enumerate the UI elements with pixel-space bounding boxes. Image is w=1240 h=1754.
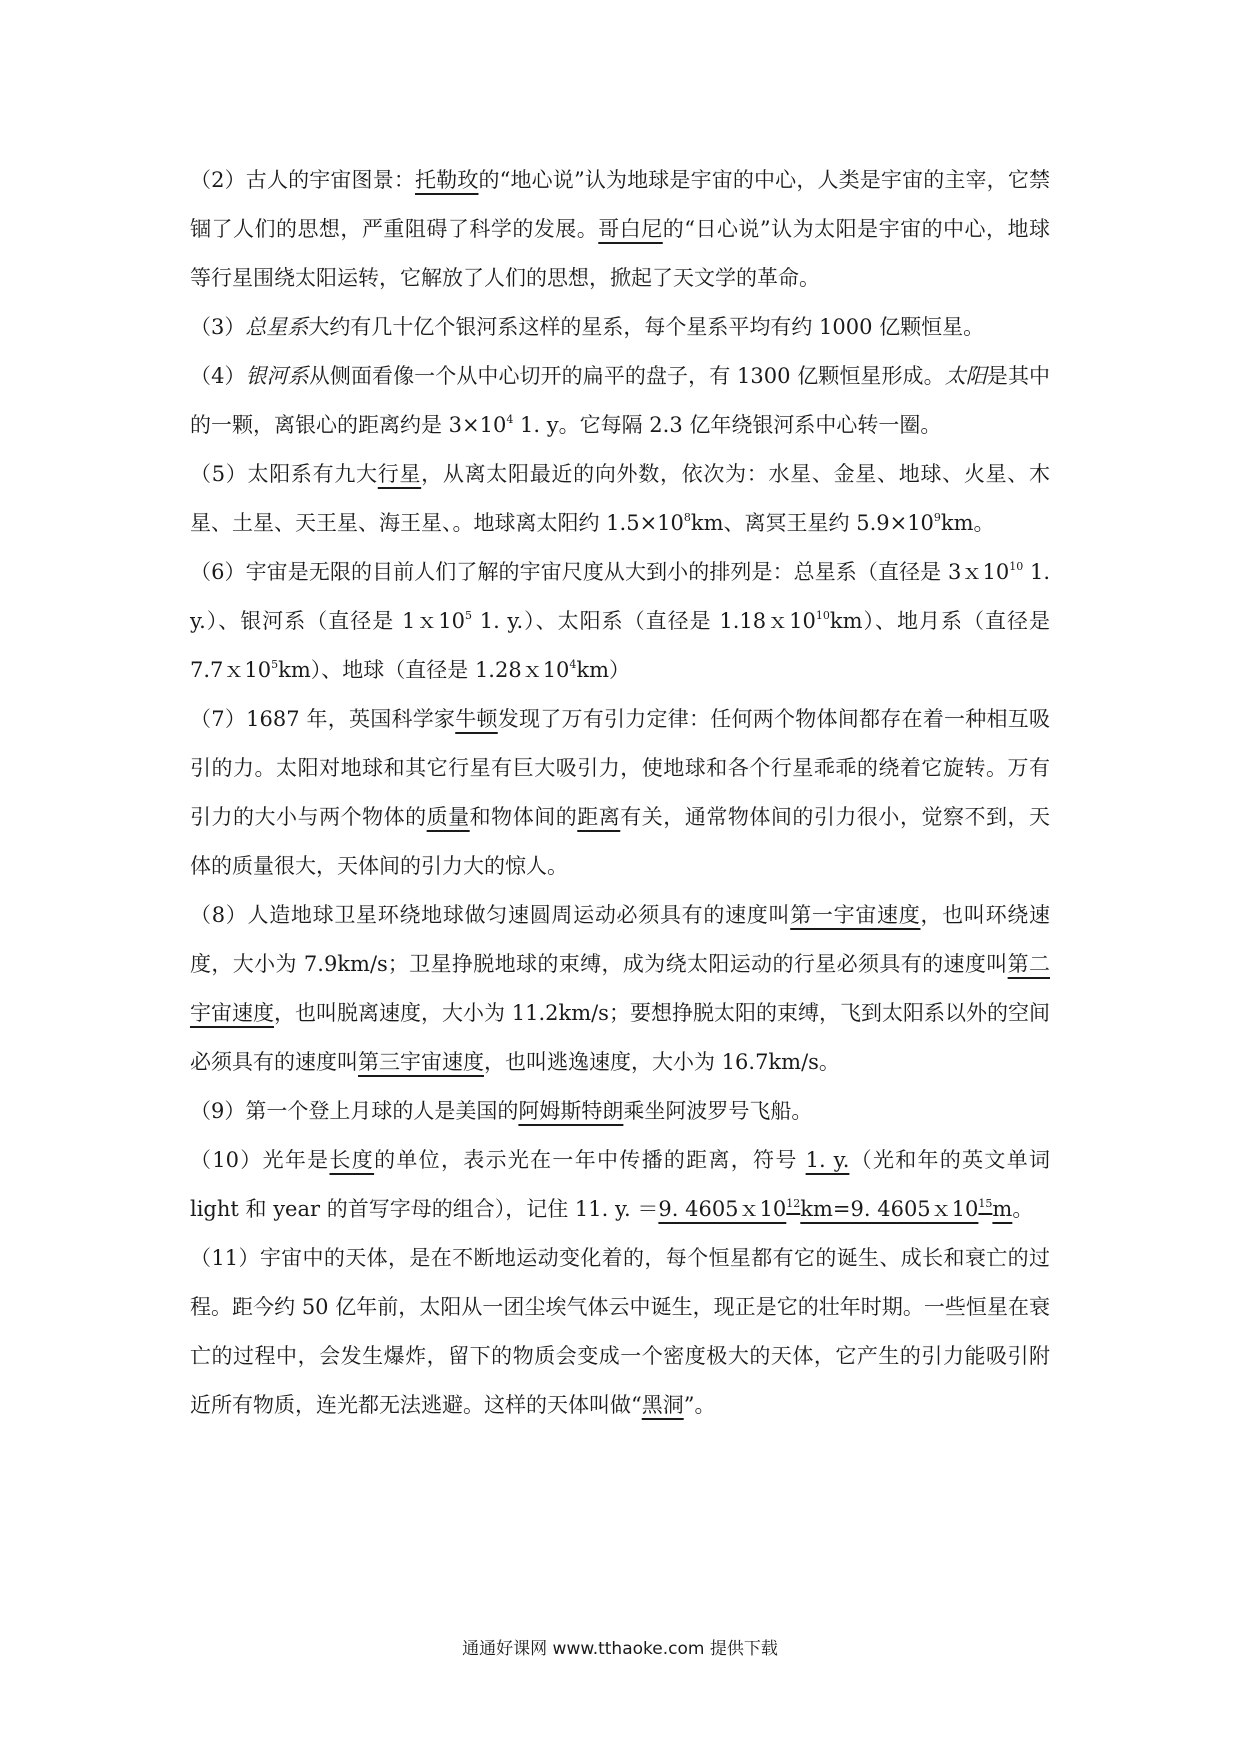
- text-run: （5）太阳系有九大: [190, 462, 378, 486]
- paragraph: [190, 1087, 1050, 1136]
- superscript: 9: [933, 511, 941, 524]
- paragraph: [190, 156, 1050, 303]
- text-run: 1. y.）、太阳系（直径是 1.18ｘ10: [472, 609, 816, 633]
- underlined-term: 1. y.: [805, 1148, 850, 1172]
- text-run: 和物体间的: [469, 805, 578, 829]
- text-run: 1. y.）、银河系（直径是 1ｘ10: [190, 560, 1050, 633]
- paragraph: [190, 303, 1050, 352]
- superscript: 4: [506, 413, 514, 426]
- text-run: 的“地心说”认为地球是宇宙的中心，人类是宇宙的主宰，它禁锢了人们的思想，严重阻碍了科学的发展。: [190, 168, 1050, 241]
- italic-term: 银河系: [245, 364, 309, 388]
- text-run: 。: [1012, 1197, 1034, 1221]
- paragraph: [190, 695, 1050, 891]
- text-run: （6）宇宙是无限的目前人们了解的宇宙尺度从大到小的排列是：总星系（直径是 3ｘ10: [190, 560, 1010, 584]
- text-run: ，从离太阳最近的向外数，依次为：水星、金星、地球、火星、木星、土星、天王星、海王星、。地球离太阳约 1.5×10: [190, 462, 1051, 535]
- underlined-term: 哥白尼: [598, 217, 663, 241]
- text-run: 乘坐阿波罗号飞船。: [623, 1099, 813, 1123]
- text-run: km、离冥王星约 5.9×10: [690, 511, 934, 535]
- superscript: 15: [978, 1197, 993, 1210]
- underlined-term: 托勒玫: [415, 168, 479, 192]
- underlined-term: 阿姆斯特朗: [518, 1099, 624, 1123]
- text-run: （3）: [190, 315, 246, 339]
- underlined-term: 牛顿: [455, 707, 498, 731]
- underlined-term: m: [992, 1197, 1013, 1221]
- underlined-term: 长度: [329, 1148, 375, 1172]
- text-run: （7）1687 年，英国科学家: [190, 707, 456, 731]
- underlined-term: 第三宇宙速度: [358, 1050, 484, 1074]
- underlined-term: 9. 4605ｘ10: [658, 1197, 787, 1221]
- text-run: （8）人造地球卫星环绕地球做匀速圆周运动必须具有的速度叫: [190, 903, 791, 927]
- text-run: （9）第一个登上月球的人是美国的: [190, 1099, 519, 1123]
- text-run: （10）光年是: [190, 1148, 330, 1172]
- text-run: ”。: [683, 1393, 716, 1417]
- paragraph: [190, 548, 1050, 695]
- page-footer: 通通好课网 www.tthaoke.com 提供下载: [462, 1639, 778, 1659]
- superscript: 8: [683, 511, 691, 524]
- text-run: （4）: [190, 364, 246, 388]
- superscript: 5: [465, 609, 473, 622]
- text-run: km）、地球（直径是 1.28ｘ10: [278, 658, 570, 682]
- text-run: km）、地月系（直径是 7.7ｘ10: [190, 609, 1050, 682]
- text-run: （光和年的英文单词 light 和 year 的首写字母的组合），记住 11. y. ＝: [190, 1148, 1051, 1221]
- text-run: km。: [940, 511, 995, 535]
- text-run: ，也叫逃逸速度，大小为 16.7km/s。: [484, 1050, 840, 1074]
- underlined-term: 黑洞: [641, 1393, 684, 1417]
- text-run: ，也叫脱离速度，大小为 11.2km/s；要想挣脱太阳的束缚，飞到太阳系以外的空间必须具有的速度叫: [190, 1001, 1051, 1074]
- superscript: 12: [786, 1197, 801, 1210]
- underlined-term: 9. 4605ｘ10: [850, 1197, 979, 1221]
- underlined-term: 距离: [577, 805, 621, 829]
- underlined-term: 第一宇宙速度: [790, 903, 921, 927]
- italic-term: 太阳: [944, 364, 987, 388]
- text-run: 发现了万有引力定律：任何两个物体间都存在着一种相互吸引的力。太阳对地球和其它行星有巨大吸引力，使地球和各个行星乖乖的绕着它旋转。万有引力的大小与两个物体的: [190, 707, 1051, 829]
- paragraph: [190, 891, 1050, 1087]
- paragraph: [190, 1136, 1050, 1234]
- superscript: 5: [271, 658, 279, 671]
- underlined-term: 第二宇宙速度: [190, 952, 1050, 1025]
- text-run: 的“日心说”认为太阳是宇宙的中心，地球等行星围绕太阳运转，它解放了人们的思想，掀起了天文学的革命。: [190, 217, 1051, 290]
- italic-term: 总星系: [245, 315, 309, 339]
- underlined-term: km=: [800, 1197, 851, 1221]
- paragraph: [190, 352, 1050, 450]
- paragraph: [190, 450, 1050, 548]
- text-run: 有关，通常物体间的引力很小，觉察不到，天体的质量很大，天体间的引力大的惊人。: [190, 805, 1051, 878]
- text-run: 大约有几十亿个银河系这样的星系，每个星系平均有约 1000 亿颗恒星。: [308, 315, 985, 339]
- text-run: km）: [576, 658, 631, 682]
- superscript: 10: [815, 609, 830, 622]
- superscript: 4: [569, 658, 577, 671]
- text-run: ，也叫环绕速度，大小为 7.9km/s；卫星挣脱地球的束缚，成为绕太阳运动的行星必须具有的速度叫: [190, 903, 1051, 976]
- superscript: 10: [1009, 560, 1024, 573]
- text-run: 的单位，表示光在一年中传播的距离，符号: [374, 1148, 806, 1172]
- text-run: 是其中的一颗，离银心的距离约是 3×10: [190, 364, 1051, 437]
- text-run: 从侧面看像一个从中心切开的扁平的盘子，有 1300 亿颗恒星形成。: [308, 364, 945, 388]
- text-run: （2）古人的宇宙图景：: [190, 168, 416, 192]
- underlined-term: 质量: [426, 805, 470, 829]
- text-run: （11）宇宙中的天体，是在不断地运动变化着的，每个恒星都有它的诞生、成长和衰亡的过程。距今约 50 亿年前，太阳从一团尘埃气体云中诞生，现正是它的壮年时期。一些恒星在衰亡的过程中，会发生爆炸，留下的物质会变成一个密度极大的天体，它产生的引力能吸引附近所有物质，连光都无法逃避。这样的天体叫做“: [190, 1246, 1050, 1417]
- paragraph: [190, 1234, 1050, 1430]
- underlined-term: 行星: [377, 462, 422, 486]
- text-run: 1. y。它每隔 2.3 亿年绕银河系中心转一圈。: [513, 413, 942, 437]
- document-body: [190, 156, 1050, 1430]
